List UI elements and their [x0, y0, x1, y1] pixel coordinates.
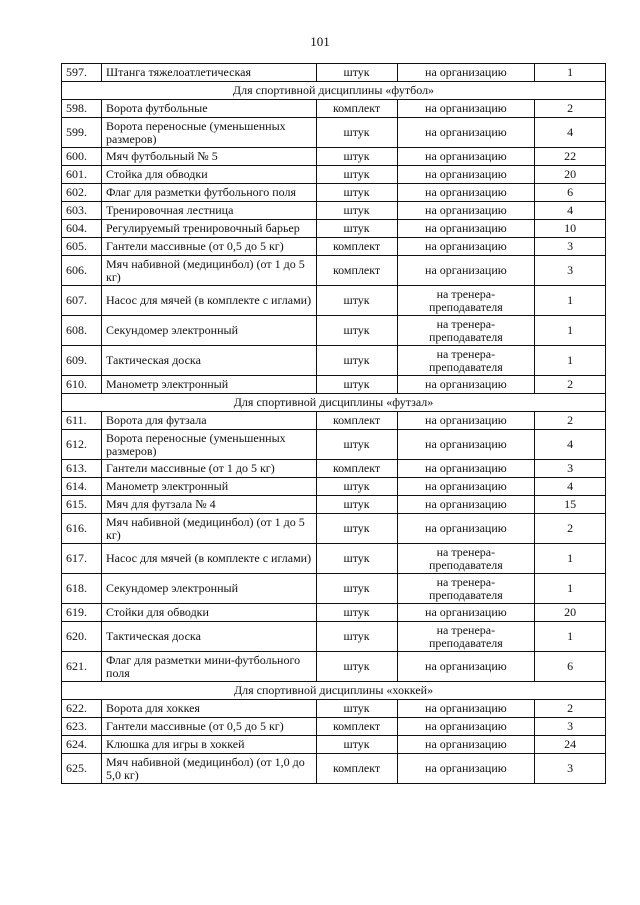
allocation-basis: на организацию: [397, 148, 535, 166]
row-number: 602.: [62, 184, 102, 202]
item-name: Стойки для обводки: [102, 604, 317, 622]
item-name: Регулируемый тренировочный барьер: [102, 220, 317, 238]
unit-of-measure: штук: [316, 166, 397, 184]
quantity: 4: [535, 118, 606, 148]
unit-of-measure: штук: [316, 220, 397, 238]
row-number: 608.: [62, 316, 102, 346]
allocation-basis: на организацию: [397, 736, 535, 754]
allocation-basis: на организацию: [397, 184, 535, 202]
allocation-basis: на организацию: [397, 496, 535, 514]
item-name: Манометр электронный: [102, 376, 317, 394]
quantity: 24: [535, 736, 606, 754]
allocation-basis: на организацию: [397, 202, 535, 220]
section-title: Для спортивной дисциплины «футбол»: [62, 82, 606, 100]
unit-of-measure: комплект: [316, 718, 397, 736]
quantity: 22: [535, 148, 606, 166]
quantity: 1: [535, 622, 606, 652]
quantity: 3: [535, 256, 606, 286]
quantity: 1: [535, 286, 606, 316]
allocation-basis: на организацию: [397, 460, 535, 478]
item-name: Клюшка для игры в хоккей: [102, 736, 317, 754]
row-number: 605.: [62, 238, 102, 256]
table-row: [62, 514, 606, 544]
quantity: 20: [535, 166, 606, 184]
table-row: [62, 754, 606, 784]
unit-of-measure: комплект: [316, 754, 397, 784]
allocation-basis: на тренера-преподавателя: [397, 544, 535, 574]
item-name: Секундомер электронный: [102, 574, 317, 604]
quantity: 2: [535, 100, 606, 118]
quantity: 2: [535, 412, 606, 430]
quantity: 2: [535, 376, 606, 394]
row-number: 601.: [62, 166, 102, 184]
unit-of-measure: штук: [316, 346, 397, 376]
allocation-basis: на тренера-преподавателя: [397, 316, 535, 346]
item-name: Секундомер электронный: [102, 316, 317, 346]
item-name: Мяч набивной (медицинбол) (от 1 до 5 кг): [102, 514, 317, 544]
allocation-basis: на тренера-преподавателя: [397, 574, 535, 604]
quantity: 6: [535, 184, 606, 202]
allocation-basis: на организацию: [397, 256, 535, 286]
table-row: [62, 574, 606, 604]
equipment-table: [61, 63, 606, 784]
unit-of-measure: комплект: [316, 100, 397, 118]
row-number: 619.: [62, 604, 102, 622]
allocation-basis: на организацию: [397, 718, 535, 736]
table-row: [62, 100, 606, 118]
item-name: Тактическая доска: [102, 346, 317, 376]
quantity: 1: [535, 346, 606, 376]
table-row: [62, 700, 606, 718]
table-row: [62, 316, 606, 346]
table-row: [62, 496, 606, 514]
table-row: [62, 430, 606, 460]
row-number: 599.: [62, 118, 102, 148]
row-number: 622.: [62, 700, 102, 718]
allocation-basis: на организацию: [397, 238, 535, 256]
section-title: Для спортивной дисциплины «футзал»: [62, 394, 606, 412]
table-row: [62, 202, 606, 220]
table-row: [62, 460, 606, 478]
item-name: Ворота переносные (уменьшенных размеров): [102, 118, 317, 148]
allocation-basis: на организацию: [397, 478, 535, 496]
row-number: 613.: [62, 460, 102, 478]
unit-of-measure: комплект: [316, 238, 397, 256]
table-row: [62, 652, 606, 682]
item-name: Мяч набивной (медицинбол) (от 1,0 до 5,0 кг): [102, 754, 317, 784]
table-row: [62, 376, 606, 394]
allocation-basis: на организацию: [397, 100, 535, 118]
unit-of-measure: штук: [316, 604, 397, 622]
table-row: [62, 166, 606, 184]
unit-of-measure: штук: [316, 736, 397, 754]
page-number: 101: [310, 34, 330, 49]
table-row: [62, 346, 606, 376]
allocation-basis: на организацию: [397, 514, 535, 544]
quantity: 20: [535, 604, 606, 622]
quantity: 1: [535, 544, 606, 574]
row-number: 618.: [62, 574, 102, 604]
quantity: 2: [535, 700, 606, 718]
unit-of-measure: штук: [316, 202, 397, 220]
section-header-row: [62, 682, 606, 700]
row-number: 612.: [62, 430, 102, 460]
unit-of-measure: комплект: [316, 256, 397, 286]
item-name: Мяч набивной (медицинбол) (от 1 до 5 кг): [102, 256, 317, 286]
item-name: Тренировочная лестница: [102, 202, 317, 220]
row-number: 609.: [62, 346, 102, 376]
quantity: 1: [535, 574, 606, 604]
table-row: [62, 220, 606, 238]
quantity: 4: [535, 478, 606, 496]
item-name: Мяч футбольный № 5: [102, 148, 317, 166]
row-number: 624.: [62, 736, 102, 754]
table-row: [62, 544, 606, 574]
allocation-basis: на тренера-преподавателя: [397, 346, 535, 376]
item-name: Флаг для разметки футбольного поля: [102, 184, 317, 202]
table-row: [62, 412, 606, 430]
item-name: Флаг для разметки мини-футбольного поля: [102, 652, 317, 682]
table-row: [62, 718, 606, 736]
row-number: 600.: [62, 148, 102, 166]
row-number: 623.: [62, 718, 102, 736]
allocation-basis: на организацию: [397, 430, 535, 460]
item-name: Ворота для футзала: [102, 412, 317, 430]
row-number: 616.: [62, 514, 102, 544]
table-row: [62, 622, 606, 652]
quantity: 3: [535, 460, 606, 478]
unit-of-measure: штук: [316, 184, 397, 202]
item-name: Ворота переносные (уменьшенных размеров): [102, 430, 317, 460]
row-number: 614.: [62, 478, 102, 496]
unit-of-measure: штук: [316, 478, 397, 496]
table-row: [62, 478, 606, 496]
allocation-basis: на организацию: [397, 754, 535, 784]
unit-of-measure: штук: [316, 316, 397, 346]
row-number: 621.: [62, 652, 102, 682]
table-row: [62, 736, 606, 754]
item-name: Мяч для футзала № 4: [102, 496, 317, 514]
unit-of-measure: штук: [316, 430, 397, 460]
item-name: Насос для мячей (в комплекте с иглами): [102, 286, 317, 316]
section-header-row: [62, 82, 606, 100]
item-name: Ворота для хоккея: [102, 700, 317, 718]
allocation-basis: на организацию: [397, 118, 535, 148]
item-name: Манометр электронный: [102, 478, 317, 496]
unit-of-measure: штук: [316, 148, 397, 166]
allocation-basis: на организацию: [397, 376, 535, 394]
table-row: [62, 118, 606, 148]
table-row: [62, 256, 606, 286]
allocation-basis: на организацию: [397, 652, 535, 682]
unit-of-measure: штук: [316, 652, 397, 682]
table-row: [62, 286, 606, 316]
quantity: 15: [535, 496, 606, 514]
table-row: [62, 64, 606, 82]
row-number: 597.: [62, 64, 102, 82]
row-number: 620.: [62, 622, 102, 652]
allocation-basis: на организацию: [397, 166, 535, 184]
row-number: 606.: [62, 256, 102, 286]
quantity: 3: [535, 238, 606, 256]
item-name: Ворота футбольные: [102, 100, 317, 118]
allocation-basis: на тренера-преподавателя: [397, 622, 535, 652]
row-number: 610.: [62, 376, 102, 394]
unit-of-measure: штук: [316, 544, 397, 574]
item-name: Штанга тяжелоатлетическая: [102, 64, 317, 82]
unit-of-measure: штук: [316, 700, 397, 718]
unit-of-measure: штук: [316, 64, 397, 82]
item-name: Тактическая доска: [102, 622, 317, 652]
row-number: 607.: [62, 286, 102, 316]
equipment-table-body: [62, 64, 606, 784]
item-name: Гантели массивные (от 1 до 5 кг): [102, 460, 317, 478]
item-name: Стойка для обводки: [102, 166, 317, 184]
quantity: 3: [535, 754, 606, 784]
row-number: 603.: [62, 202, 102, 220]
item-name: Насос для мячей (в комплекте с иглами): [102, 544, 317, 574]
quantity: 3: [535, 718, 606, 736]
item-name: Гантели массивные (от 0,5 до 5 кг): [102, 718, 317, 736]
unit-of-measure: штук: [316, 286, 397, 316]
quantity: 1: [535, 64, 606, 82]
allocation-basis: на организацию: [397, 64, 535, 82]
quantity: 4: [535, 202, 606, 220]
quantity: 4: [535, 430, 606, 460]
table-row: [62, 148, 606, 166]
allocation-basis: на тренера-преподавателя: [397, 286, 535, 316]
unit-of-measure: штук: [316, 118, 397, 148]
allocation-basis: на организацию: [397, 604, 535, 622]
unit-of-measure: штук: [316, 496, 397, 514]
unit-of-measure: комплект: [316, 460, 397, 478]
allocation-basis: на организацию: [397, 412, 535, 430]
quantity: 2: [535, 514, 606, 544]
unit-of-measure: штук: [316, 622, 397, 652]
quantity: 6: [535, 652, 606, 682]
row-number: 617.: [62, 544, 102, 574]
allocation-basis: на организацию: [397, 700, 535, 718]
unit-of-measure: штук: [316, 376, 397, 394]
table-row: [62, 184, 606, 202]
unit-of-measure: штук: [316, 514, 397, 544]
row-number: 625.: [62, 754, 102, 784]
row-number: 615.: [62, 496, 102, 514]
allocation-basis: на организацию: [397, 220, 535, 238]
row-number: 598.: [62, 100, 102, 118]
item-name: Гантели массивные (от 0,5 до 5 кг): [102, 238, 317, 256]
quantity: 1: [535, 316, 606, 346]
quantity: 10: [535, 220, 606, 238]
row-number: 604.: [62, 220, 102, 238]
table-row: [62, 604, 606, 622]
row-number: 611.: [62, 412, 102, 430]
section-title: Для спортивной дисциплины «хоккей»: [62, 682, 606, 700]
table-row: [62, 238, 606, 256]
unit-of-measure: комплект: [316, 412, 397, 430]
unit-of-measure: штук: [316, 574, 397, 604]
section-header-row: [62, 394, 606, 412]
